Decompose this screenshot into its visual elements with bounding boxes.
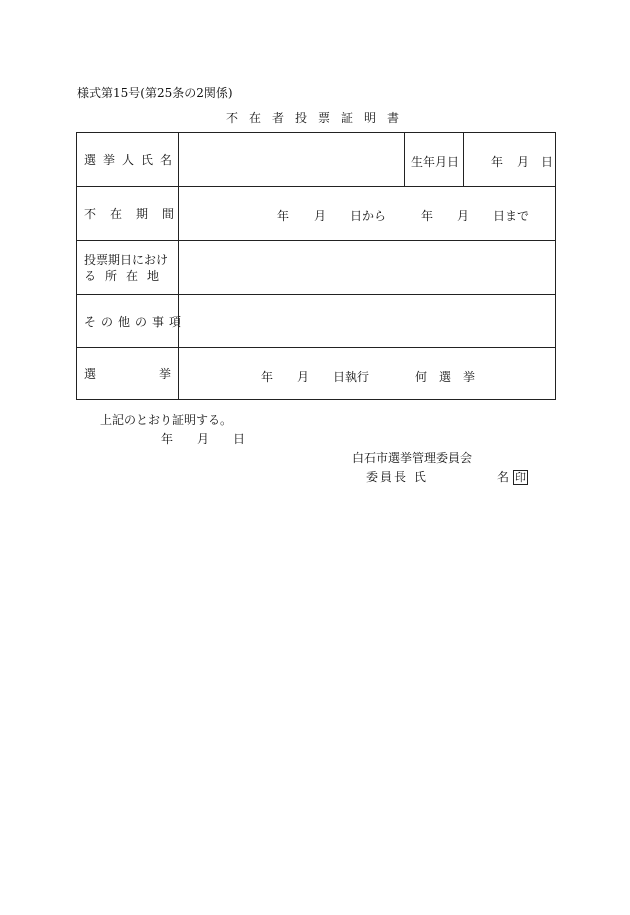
- document-title: 不在者投票証明書: [225, 111, 410, 125]
- until-year-unit: 年: [421, 209, 434, 223]
- location-field[interactable]: [179, 241, 555, 294]
- until-day-unit: 日まで: [493, 209, 530, 223]
- certificate-table: [76, 132, 556, 400]
- election-field[interactable]: [179, 348, 555, 399]
- voter-name-field[interactable]: [179, 133, 555, 186]
- form-number: 様式第15号(第25条の2関係): [77, 86, 233, 100]
- certification-text: 上記のとおり証明する。: [100, 413, 233, 427]
- row-location: [77, 241, 555, 295]
- row-other: [77, 295, 555, 348]
- election-month-unit: 月: [297, 370, 310, 384]
- row-election: [77, 348, 555, 399]
- label-location: [77, 241, 179, 294]
- label-election-left: 選: [84, 367, 97, 381]
- label-election: [77, 348, 179, 399]
- issuer-name-line: [497, 468, 528, 485]
- label-location-line1: 投票期日におけ: [84, 252, 169, 267]
- from-day-unit: 日から: [350, 209, 387, 223]
- election-year-unit: 年: [261, 370, 274, 384]
- from-year-unit: 年: [277, 209, 290, 223]
- row-voter-name: [77, 133, 555, 187]
- birth-day-unit: 日: [541, 155, 554, 169]
- from-month-unit: 月: [314, 209, 327, 223]
- divider: [404, 133, 405, 186]
- divider: [463, 133, 464, 186]
- absence-period-field[interactable]: [179, 187, 555, 240]
- label-absence-period: 不在期間: [77, 187, 179, 240]
- other-field[interactable]: [179, 295, 555, 347]
- election-held: 日執行: [333, 370, 370, 384]
- label-birthdate: 生年月日: [411, 155, 460, 169]
- row-absence-period: [77, 187, 555, 241]
- cert-year-unit: 年: [161, 432, 174, 446]
- issuer-chair: 委員長 氏: [366, 470, 428, 484]
- birth-month-unit: 月: [517, 155, 530, 169]
- until-month-unit: 月: [457, 209, 470, 223]
- label-location-line2: る所在地: [84, 268, 169, 283]
- election-which: 何選挙: [415, 370, 488, 384]
- label-voter-name: 選挙人氏名: [77, 133, 179, 186]
- label-election-right: 挙: [159, 367, 172, 381]
- cert-month-unit: 月: [197, 432, 210, 446]
- issuer-name-label: 名: [497, 470, 510, 484]
- seal-box: 印: [515, 471, 527, 484]
- issuer-organization: 白石市選挙管理委員会: [352, 451, 473, 465]
- label-other: その他の事項: [77, 295, 179, 347]
- birth-year-unit: 年: [491, 155, 504, 169]
- cert-day-unit: 日: [233, 432, 246, 446]
